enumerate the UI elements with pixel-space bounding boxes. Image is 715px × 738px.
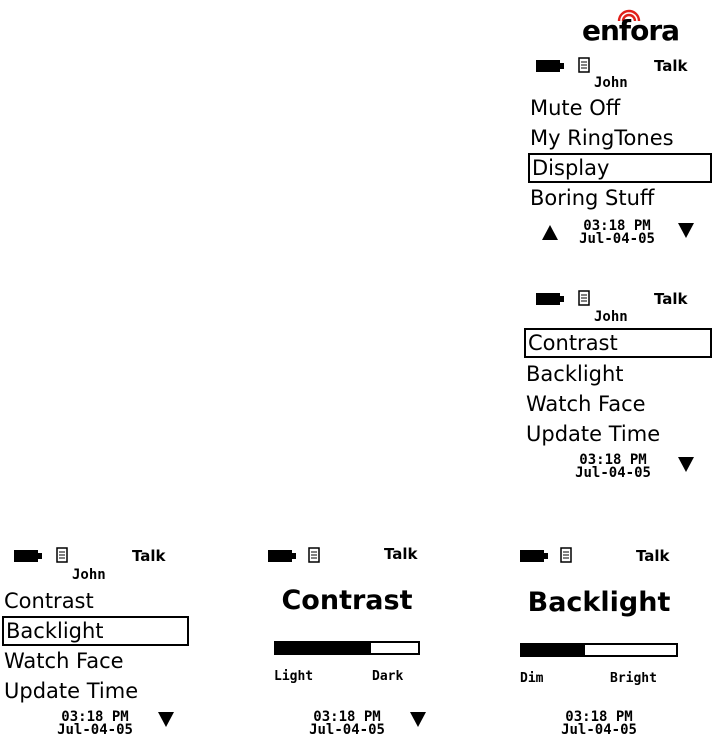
clock-time: 03:18 PM: [565, 709, 633, 725]
clock: [292, 711, 402, 737]
clock-date: Jul-04-05: [575, 465, 651, 481]
brand-name: enfora: [582, 14, 680, 47]
clock-date: Jul-04-05: [561, 722, 637, 738]
owner-name: John: [72, 567, 106, 583]
battery-icon: [14, 550, 38, 562]
backlight-level-bar[interactable]: [520, 643, 678, 657]
menu-item-ringtones[interactable]: My RingTones: [530, 126, 674, 150]
talk-label[interactable]: Talk: [654, 290, 688, 308]
enfora-logo: [582, 8, 692, 46]
menu-item-update-time[interactable]: Update Time: [4, 679, 139, 703]
contrast-level-bar[interactable]: [274, 641, 420, 655]
main-menu-screen: [528, 55, 713, 255]
down-arrow-icon[interactable]: [678, 457, 694, 472]
contrast-min-label: Light: [274, 669, 314, 684]
backlight-min-label: Dim: [520, 671, 544, 686]
menu-item-update-time[interactable]: Update Time: [526, 422, 661, 446]
battery-icon: [268, 550, 292, 562]
document-icon: [56, 547, 68, 563]
backlight-screen: [514, 545, 704, 738]
battery-icon: [536, 293, 560, 305]
backlight-level-fill: [522, 645, 585, 655]
display-menu-screen-contrast: [524, 288, 713, 488]
contrast-max-label: Dark: [372, 669, 404, 684]
document-icon: [560, 547, 572, 563]
menu-item-watch-face[interactable]: Watch Face: [4, 649, 124, 673]
clock: [558, 454, 668, 480]
contrast-level-fill: [276, 643, 371, 653]
clock-date: Jul-04-05: [57, 722, 133, 738]
owner-name: John: [594, 309, 628, 325]
document-icon: [578, 290, 590, 306]
talk-label[interactable]: Talk: [384, 545, 418, 563]
menu-item-contrast[interactable]: Contrast: [4, 589, 94, 613]
menu-item-watch-face[interactable]: Watch Face: [526, 392, 646, 416]
battery-icon: [536, 60, 560, 72]
clock-time: 03:18 PM: [579, 452, 647, 468]
down-arrow-icon[interactable]: [158, 712, 174, 727]
menu-item-contrast[interactable]: Contrast: [524, 328, 712, 358]
menu-item-display[interactable]: Display: [528, 153, 712, 183]
clock-time: 03:18 PM: [61, 709, 129, 725]
talk-label[interactable]: Talk: [654, 57, 688, 75]
talk-label[interactable]: Talk: [636, 547, 670, 565]
clock: [40, 711, 150, 737]
menu-item-backlight[interactable]: Backlight: [526, 362, 624, 386]
display-menu-screen-backlight: [2, 545, 192, 738]
menu-item-boring-stuff[interactable]: Boring Stuff: [530, 186, 655, 210]
clock-time: 03:18 PM: [313, 709, 381, 725]
clock-date: Jul-04-05: [579, 231, 655, 247]
clock-date: Jul-04-05: [309, 722, 385, 738]
owner-name: John: [594, 75, 628, 91]
document-icon: [308, 547, 320, 563]
clock-time: 03:18 PM: [583, 218, 651, 234]
battery-icon: [520, 550, 544, 562]
screen-title: Backlight: [527, 587, 671, 618]
talk-label[interactable]: Talk: [132, 547, 166, 565]
menu-item-backlight[interactable]: Backlight: [2, 616, 189, 646]
down-arrow-icon[interactable]: [678, 223, 694, 238]
document-icon: [578, 57, 590, 73]
menu-item-mute[interactable]: Mute Off: [530, 96, 621, 120]
backlight-max-label: Bright: [610, 671, 657, 686]
clock: [562, 220, 672, 246]
down-arrow-icon[interactable]: [410, 712, 426, 727]
clock: [544, 711, 654, 737]
contrast-screen: [262, 545, 442, 738]
screen-title: Contrast: [281, 585, 413, 616]
up-arrow-icon[interactable]: [542, 225, 558, 240]
